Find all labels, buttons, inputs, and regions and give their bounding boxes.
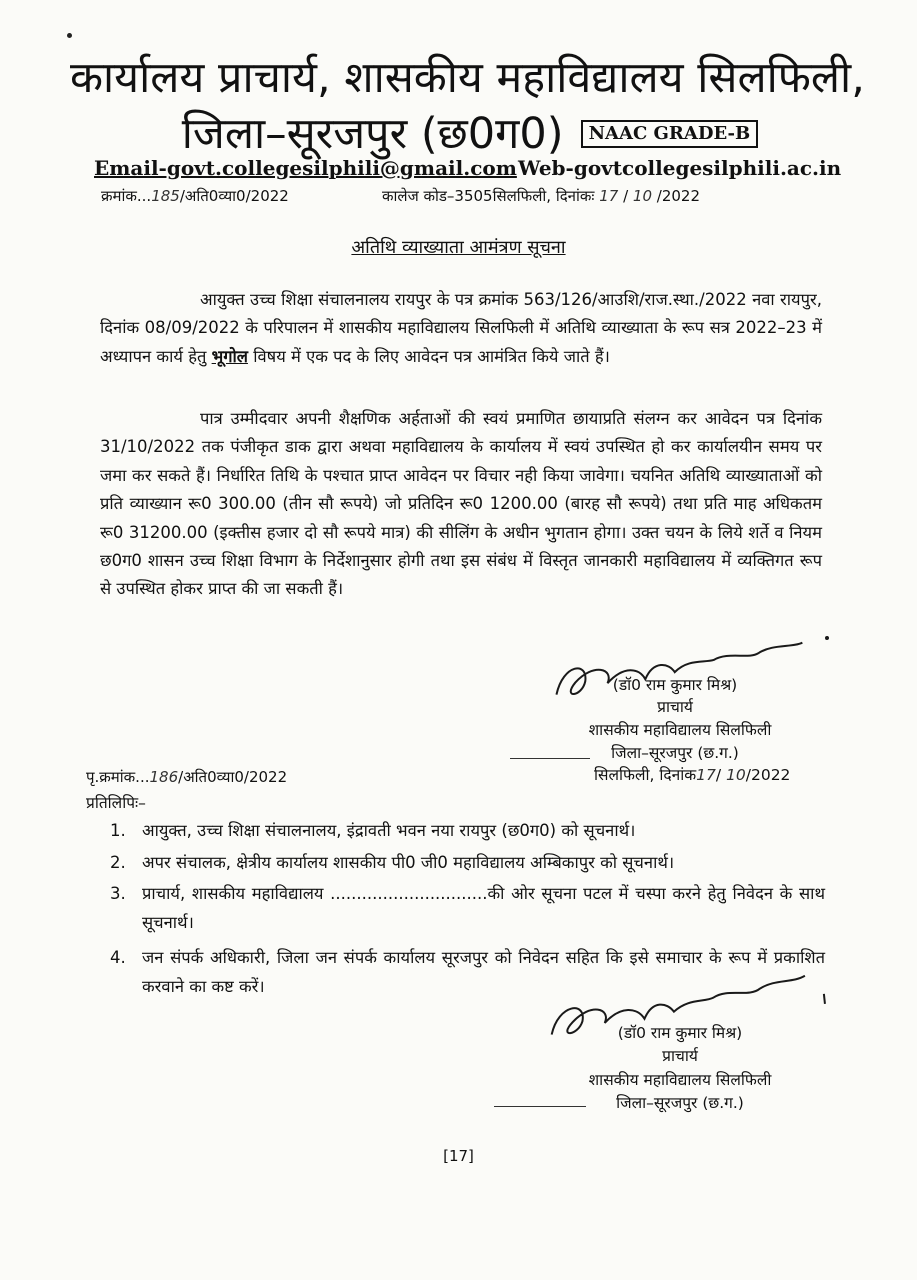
ref-handwritten-number: 185 <box>151 187 180 205</box>
signature-1-office: शासकीय महाविद्यालय सिलफिली <box>588 721 772 739</box>
para1-text: आयुक्त उच्च शिक्षा संचालनालय रायपुर के पत्र क्रमांक 563/126/आउशि/राज.स्था./2022 नवा रायपुर, दिनांक 08/09/2022 के परिपालन में शासकीय महाविद्यालय सिलफिली में अतिथि व्याख्याता के रूप सत्र 2022–23 में अध्यापन कार्य हेतु <box>100 290 822 366</box>
list-item-number: 2. <box>110 853 126 872</box>
copy-heading: प्रतिलिपिः– <box>86 794 146 812</box>
notice-subject: अतिथि व्याख्याता आमंत्रण सूचना <box>351 237 566 258</box>
signature-1-designation: प्राचार्य <box>657 698 693 716</box>
ref-suffix: /अति0व्या0/2022 <box>179 187 289 205</box>
list-item-text: जन संपर्क अधिकारी, जिला जन संपर्क कार्यालय सूरजपुर को निवेदन सहित कि इसे समाचार के रूप में प्रकाशित करवाने का कष्ट करें। <box>142 948 825 996</box>
list-item-text: आयुक्त, उच्च शिक्षा संचालनालय, इंद्रावती भवन नया रायपुर (छ0ग0) को सूचनार्थ। <box>142 821 636 840</box>
subject-geography: भूगोल <box>211 346 248 366</box>
signature-1-place-date: सिलफिली, दिनांक17/ 10/2022 <box>594 766 791 784</box>
signature-1-rule <box>510 758 590 759</box>
list-item-number: 3. <box>110 884 126 903</box>
sig1-place-label: सिलफिली, दिनांक <box>594 766 697 784</box>
copy-list <box>110 816 825 1001</box>
college-code-date: कालेज कोड–3505सिलफिली, दिनांकः 17 / 10 /2022 <box>382 187 701 205</box>
list-item <box>110 816 825 845</box>
college-code: कालेज कोड–3505सिलफिली, दिनांकः <box>382 187 595 205</box>
signature-2-office: शासकीय महाविद्यालय सिलफिली <box>588 1071 772 1089</box>
office-title-line1: कार्यालय प्राचार्य, शासकीय महाविद्यालय सिलफिली, <box>70 53 865 103</box>
signature-1-district: जिला–सूरजपुर (छ.ग.) <box>611 744 739 762</box>
list-item-text: अपर संचालक, क्षेत्रीय कार्यालय शासकीय पी0 जी0 महाविद्यालय अम्बिकापुर को सूचनार्थ। <box>142 853 675 872</box>
ink-dot <box>67 33 72 38</box>
ref-prefix: क्रमांक... <box>101 187 152 205</box>
list-item-number: 4. <box>110 948 126 967</box>
list-item-text: प्राचार्य, शासकीय महाविद्यालय ..............................की ओर सूचना पटल में चस्पा करने हेतु निवेदन के साथ सूचनार्थ। <box>142 884 825 932</box>
copy-ref-prefix: पृ.क्रमांक... <box>86 768 150 786</box>
list-item <box>110 879 825 937</box>
date-day: 17 <box>599 187 619 205</box>
contact-line <box>94 156 842 180</box>
date-month: 10 <box>632 187 652 205</box>
sig1-date-month: 10 <box>726 766 746 784</box>
copy-ref-suffix: /अति0व्या0/2022 <box>178 768 288 786</box>
list-item <box>110 848 825 877</box>
signature-2-name: (डॉ0 राम कुमार मिश्र) <box>617 1024 743 1042</box>
list-item-number: 1. <box>110 821 126 840</box>
signature-2-designation: प्राचार्य <box>662 1047 698 1065</box>
para1-tail: विषय में एक पद के लिए आवेदन पत्र आमंत्रित किये जाते हैं। <box>253 346 610 366</box>
office-title-line2: जिला–सूरजपुर (छ0ग0) <box>181 109 564 159</box>
website-address: Web-govtcollegesilphili.ac.in <box>518 156 842 180</box>
sig1-date-year: /2022 <box>745 766 791 784</box>
copy-reference-number <box>86 766 287 788</box>
body-paragraph-1 <box>100 286 822 371</box>
signature-1-name: (डॉ0 राम कुमार मिश्र) <box>612 676 738 694</box>
copy-ref-handwritten-number: 186 <box>149 768 179 786</box>
email-address: Email-govt.collegesilphili@gmail.com <box>94 156 517 180</box>
body-paragraph-2: पात्र उम्मीदवार अपनी शैक्षणिक अर्हताओं की स्वयं प्रमाणित छायाप्रति संलग्न कर आवेदन पत्र दिनांक 31/10/2022 तक पंजीकृत डाक द्वारा अथवा महाविद्यालय के कार्यालय में स्वयं उपस्थित हो कर कार्यालयीन समय पर जमा कर सकते हैं। निर्धारित तिथि के पश्चात प्राप्त आवेदन पर विचार नही किया जावेगा। चयनित अतिथि व्याख्याताओं को प्रति व्याख्यान रू0 300.00 (तीन सौ रूपये) जो प्रतिदिन रू0 1200.00 (बारह सौ रूपये) तथा प्रति माह अधिकतम रू0 31200.00 (इक्तीस हजार दो सौ रूपये मात्र) की सीलिंग के अधीन भुगतान होगा। उक्त चयन के लिये शर्ते व नियम छ0ग0 शासन उच्च शिक्षा विभाग के निर्देशानुसार होगी तथा इस संबंध में विस्तृत जानकारी महाविद्यालय में व्यक्तिगत रूप से उपस्थित होकर प्राप्त की जा सकती हैं। <box>100 409 822 599</box>
date-year: /2022 <box>656 187 701 205</box>
sig1-date-day: 17 <box>696 766 716 784</box>
naac-grade-badge: NAAC GRADE-B <box>581 120 759 148</box>
signature-2-rule <box>494 1106 586 1107</box>
reference-number <box>101 185 289 207</box>
page-number: [17] <box>443 1147 474 1165</box>
office-title-line2-wrap <box>150 106 790 162</box>
signature-2-district: जिला–सूरजपुर (छ.ग.) <box>616 1094 744 1112</box>
